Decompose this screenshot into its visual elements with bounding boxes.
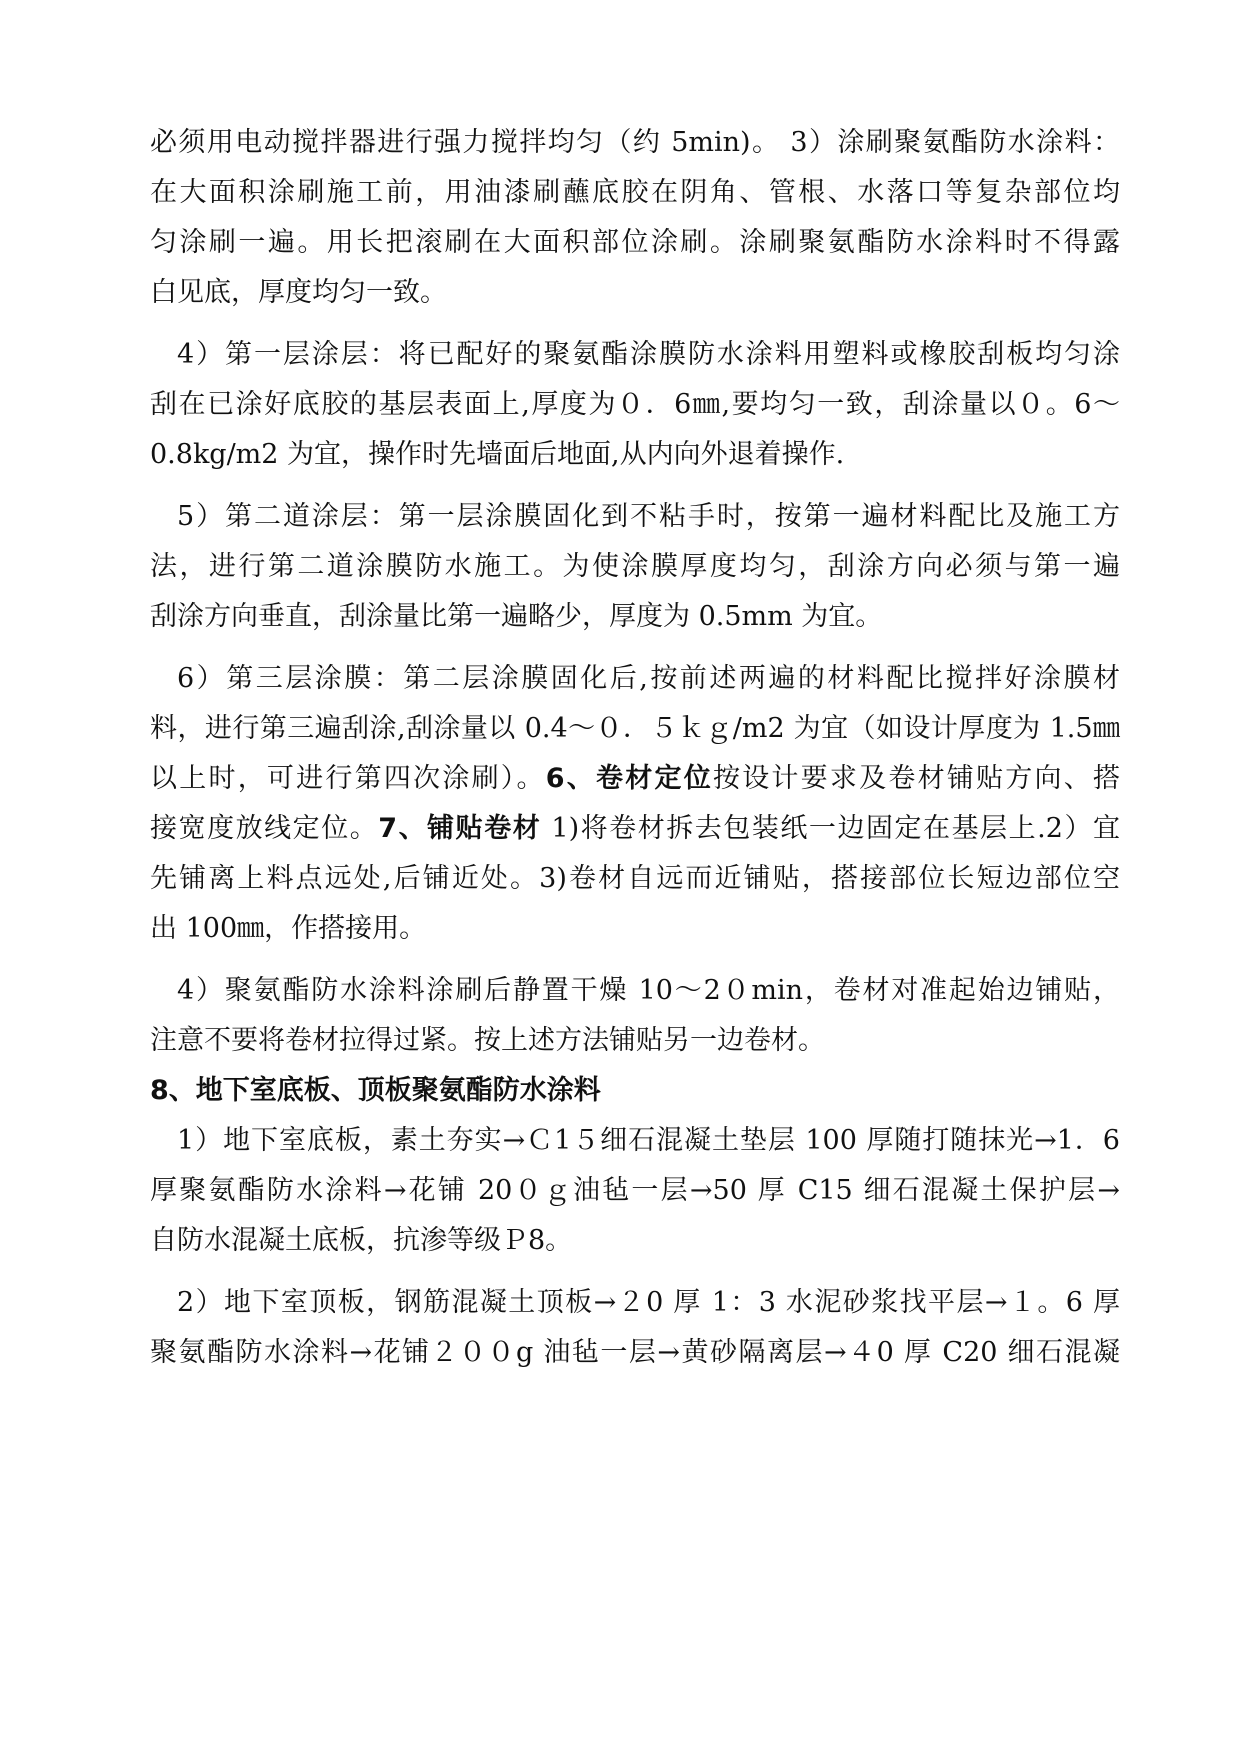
text-line: 刮涂方向垂直，刮涂量比第一遍略少，厚度为 0.5mm 为宜。 bbox=[150, 601, 883, 632]
text-line: 5）第二道涂层：第一层涂膜固化到不粘手时，按第一遍材料配比及施工方 bbox=[177, 501, 1120, 532]
section-heading-7: 7、铺贴卷材 bbox=[378, 813, 542, 844]
text-run: 以上时，可进行第四次涂刷）。 bbox=[150, 763, 546, 794]
text-line: 4）第一层涂层：将已配好的聚氨酯涂膜防水涂料用塑料或橡胶刮板均匀涂 bbox=[177, 339, 1120, 370]
text-line: 刮在已涂好底胶的基层表面上,厚度为０．6㎜,要均匀一致，刮涂量以０。6～ bbox=[150, 389, 1120, 420]
text-line: 聚氨酯防水涂料→花铺２００g 油毡一层→黄砂隔离层→４0 厚 C20 细石混凝 bbox=[150, 1337, 1120, 1368]
text-line bbox=[150, 804, 1120, 854]
text-run: 接宽度放线定位。 bbox=[150, 813, 379, 844]
text-line: 白见底，厚度均匀一致。 bbox=[150, 277, 447, 308]
text-run: 按设计要求及卷材铺贴方向、搭 bbox=[712, 763, 1121, 794]
text-line: 必须用电动搅拌器进行强力搅拌均匀（约 5min)。 3）涂刷聚氨酯防水涂料： bbox=[150, 127, 1120, 158]
text-line: 自防水混凝土底板，抗渗等级Ｐ8。 bbox=[150, 1225, 573, 1256]
text-line: 6）第三层涂膜：第二层涂膜固化后,按前述两遍的材料配比搅拌好涂膜材 bbox=[177, 663, 1120, 694]
text-line: 出 100㎜，作搭接用。 bbox=[150, 913, 427, 944]
text-line: 在大面积涂刷施工前，用油漆刷蘸底胶在阴角、管根、水落口等复杂部位均 bbox=[150, 177, 1120, 208]
text-line: 4）聚氨酯防水涂料涂刷后静置干燥 10～2０min，卷材对准起始边铺贴， bbox=[177, 975, 1120, 1006]
text-line: 1）地下室底板，素土夯实→Ｃ1５细石混凝土垫层 100 厚随打随抹光→1．6 bbox=[177, 1125, 1120, 1156]
text-line: 0.8kg/m2 为宜，操作时先墙面后地面,从内向外退着操作. bbox=[150, 439, 845, 470]
text-line: 注意不要将卷材拉得过紧。按上述方法铺贴另一边卷材。 bbox=[150, 1025, 825, 1056]
section-heading-6: 6、卷材定位 bbox=[545, 763, 713, 794]
text-line bbox=[150, 754, 1120, 804]
text-line: 料，进行第三遍刮涂,刮涂量以 0.4～０．５ｋｇ/m2 为宜（如设计厚度为 1.5㎜ bbox=[150, 713, 1120, 744]
document-page bbox=[150, 118, 1120, 1378]
text-line: 厚聚氨酯防水涂料→花铺 20０ｇ油毡一层→50 厚 C15 细石混凝土保护层→ bbox=[150, 1175, 1120, 1206]
section-heading-8: 8、地下室底板、顶板聚氨酯防水涂料 bbox=[150, 1075, 601, 1106]
text-line: 匀涂刷一遍。用长把滚刷在大面积部位涂刷。涂刷聚氨酯防水涂料时不得露 bbox=[150, 227, 1120, 258]
text-line: 2）地下室顶板，钢筋混凝土顶板→２0 厚 1：3 水泥砂浆找平层→１。6 厚 bbox=[177, 1287, 1120, 1318]
text-line: 法，进行第二道涂膜防水施工。为使涂膜厚度均匀，刮涂方向必须与第一遍 bbox=[150, 551, 1120, 582]
text-run: 1)将卷材拆去包装纸一边固定在基层上.2）宜 bbox=[541, 813, 1121, 844]
text-line: 先铺离上料点远处,后铺近处。3)卷材自远而近铺贴，搭接部位长短边部位空 bbox=[150, 863, 1120, 894]
